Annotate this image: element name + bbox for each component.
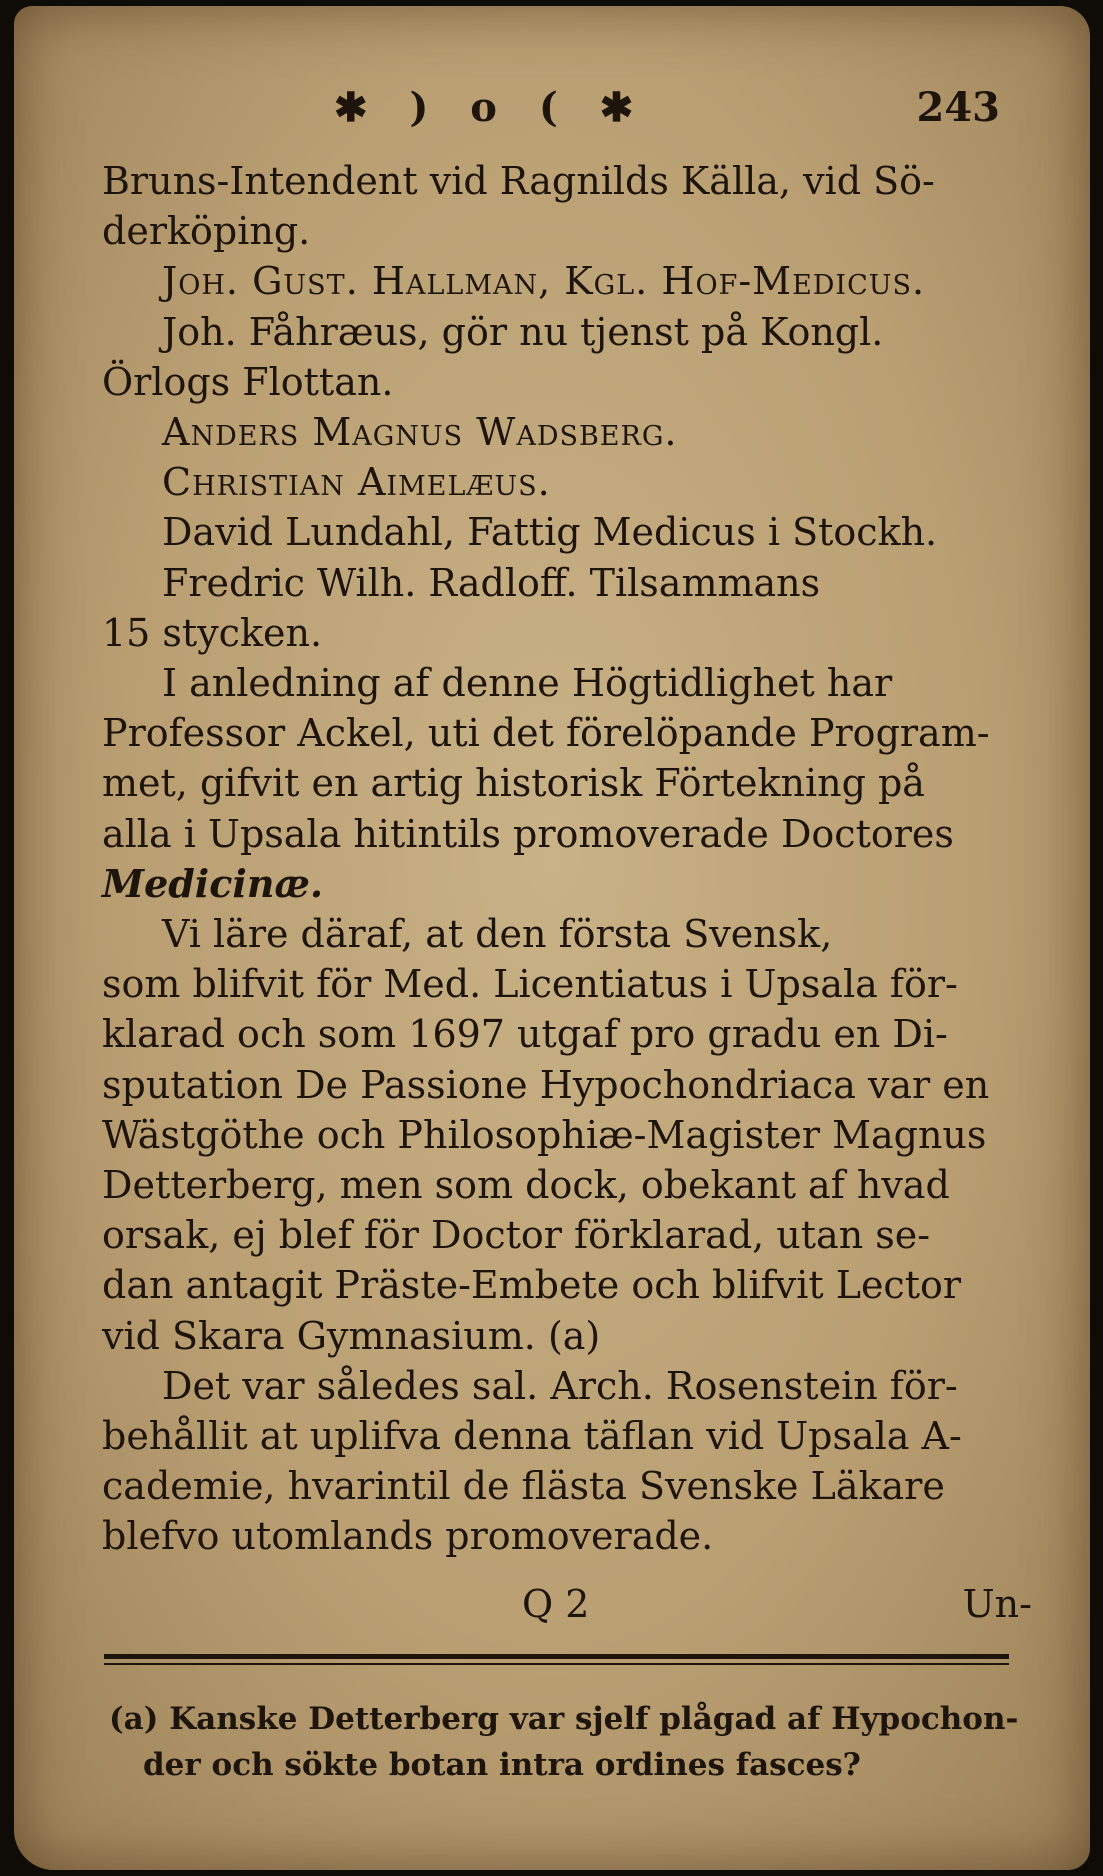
page-number: 243 <box>916 84 1000 131</box>
text-line: Wästgöthe och Philosophiæ-Magister Magnus <box>102 1112 987 1157</box>
text-line: 15 stycken. <box>102 610 323 655</box>
text-line: Christian Aimelæus. <box>162 460 551 505</box>
text-line: behållit at uplifva denna täflan vid Upsala A- <box>102 1414 962 1459</box>
text-line: Professor Ackel, uti det förelöpande Program- <box>102 711 990 756</box>
footnote-line: der och sökte botan intra ordines fasces? <box>143 1747 861 1783</box>
text-line: Joh. Fåhræus, gör nu tjenst på Kongl. <box>162 309 884 354</box>
text-line: orsak, ej blef för Doctor förklarad, utan se- <box>102 1213 931 1258</box>
running-header <box>334 84 1000 131</box>
catchword: Un- <box>962 1582 1032 1626</box>
footnote-line: (a) Kanske Detterberg var sjelf plågad af Hypochon- <box>109 1701 1019 1737</box>
text-line: met, gifvit en artig historisk Förtekning på <box>102 761 925 806</box>
text-line: derköping. <box>102 209 311 254</box>
header-ornament: ✱ ) o ( ✱ <box>334 84 648 131</box>
text-line: Det var således sal. Arch. Rosenstein för- <box>162 1363 958 1408</box>
page-signature <box>102 1582 1032 1626</box>
text-line: Bruns-Intendent vid Ragnilds Källa, vid Sö- <box>102 159 935 203</box>
text-line: Medicinæ. <box>102 860 324 906</box>
text-line: Vi läre däraf, at den första Svensk, <box>162 912 833 957</box>
text-line: David Lundahl, Fattig Medicus i Stockh. <box>162 510 938 555</box>
text-line: som blifvit för Med. Licentiatus i Upsala för- <box>102 962 958 1007</box>
text-line: I anledning af denne Högtidlighet har <box>162 661 893 706</box>
body-text <box>102 156 1032 1562</box>
text-line: Fredric Wilh. Radloff. Tilsammans <box>162 560 821 605</box>
footnote-rule <box>104 1654 1009 1659</box>
footnote <box>109 1696 1019 1788</box>
text-line: klarad och som 1697 utgaf pro gradu en Di- <box>102 1012 948 1057</box>
text-line: vid Skara Gymnasium. (a) <box>102 1313 601 1358</box>
signature-mark: Q 2 <box>522 1582 590 1626</box>
book-page <box>14 6 1090 1870</box>
text-line: dan antagit Präste-Embete och blifvit Lector <box>102 1263 962 1308</box>
text-line: alla i Upsala hitintils promoverade Doctores <box>102 811 954 856</box>
text-line: Örlogs Flottan. <box>102 359 394 404</box>
text-line: Joh. Gust. Hallman, Kgl. Hof-Medicus. <box>162 259 926 304</box>
text-line: blefvo utomlands promoverade. <box>102 1514 714 1559</box>
text-line: sputation De Passione Hypochondriaca var en <box>102 1062 990 1107</box>
footnote-rule-thin <box>104 1663 1009 1665</box>
text-line: Detterberg, men som dock, obekant af hvad <box>102 1163 950 1208</box>
text-line: cademie, hvarintil de flästa Svenske Läkare <box>102 1464 945 1509</box>
text-line: Anders Magnus Wadsberg. <box>162 410 678 455</box>
